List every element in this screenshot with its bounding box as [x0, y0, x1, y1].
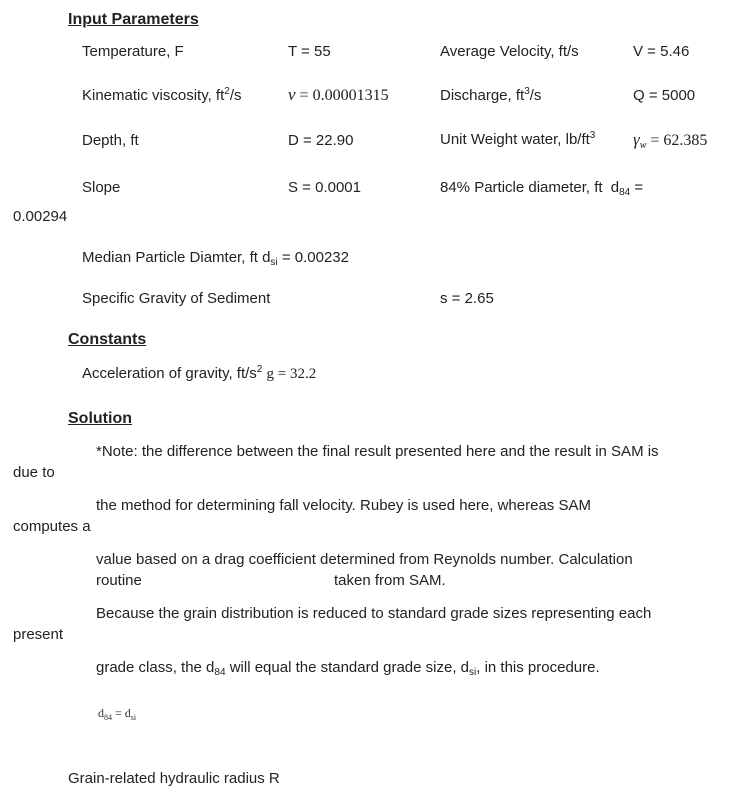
grain-text-2: will equal the standard grade size, d	[225, 659, 470, 676]
grain-text-1: grade class, the d	[96, 659, 215, 676]
note-line-2-wrap: computes a	[13, 518, 91, 535]
grain-paragraph-line-2	[96, 659, 600, 677]
unit-weight-label	[440, 131, 595, 149]
gravity-value: s = 2.65	[440, 290, 494, 307]
equation-lhs: d	[98, 706, 104, 720]
equation-mid: = d	[112, 706, 131, 720]
unit-weight-label-sup: 3	[589, 130, 596, 141]
discharge-label-unit: /s	[529, 87, 542, 104]
grain-sub-84: 84	[214, 667, 226, 678]
heading-solution: Solution	[68, 410, 132, 427]
equation-lhs-sub: 84	[104, 713, 112, 722]
unit-weight-value	[633, 131, 707, 150]
note-line-2: the method for determining fall velocity. Rubey is used here, whereas SAM	[96, 497, 591, 514]
discharge-label-text: Discharge, ft	[440, 87, 525, 104]
median-sub: si	[270, 257, 278, 268]
viscosity-label-text: Kinematic viscosity, ft	[82, 87, 225, 104]
accel-label-text: Acceleration of gravity, ft/s	[82, 365, 257, 382]
grain-sub-si: si	[469, 667, 477, 678]
slope-label: Slope	[82, 179, 121, 196]
d84-equation	[98, 704, 136, 722]
heading-input-parameters: Input Parameters	[68, 11, 199, 28]
discharge-label	[440, 87, 541, 105]
unit-weight-sub: w	[639, 140, 647, 151]
velocity-label: Average Velocity, ft/s	[440, 43, 579, 60]
d84-value: 0.00294	[13, 208, 68, 225]
equation-rhs-sub: si	[130, 713, 137, 722]
d84-equals: =	[630, 179, 644, 196]
temperature-label: Temperature, F	[82, 43, 184, 60]
d84-label	[440, 179, 643, 197]
note-line-1-wrap: due to	[13, 464, 55, 481]
hydraulic-radius-label: Grain-related hydraulic radius R	[68, 770, 280, 787]
d84-sub: 84	[619, 187, 631, 198]
median-label-text: Median Particle Diamter, ft	[82, 249, 258, 266]
note-line-1: *Note: the difference between the final result presented here and the result in SAM is	[96, 443, 659, 460]
temperature-value: T = 55	[288, 43, 331, 60]
slope-value: S = 0.0001	[288, 179, 361, 196]
unit-weight-label-text: Unit Weight water, lb/ft	[440, 131, 590, 148]
median-value: = 0.00232	[277, 249, 349, 266]
median-label	[82, 249, 349, 267]
note-line-3: value based on a drag coefficient determined from Reynolds number. Calculation	[96, 551, 633, 568]
discharge-label-sup: 3	[524, 86, 530, 97]
gravity-label: Specific Gravity of Sediment	[82, 290, 271, 307]
median-symbol: d	[262, 249, 271, 266]
accel-label-sup: 2	[256, 364, 263, 375]
depth-value: D = 22.90	[288, 132, 354, 149]
accel-value: g = 32.2	[266, 366, 317, 382]
unit-weight-number: = 62.385	[646, 132, 708, 149]
discharge-value: Q = 5000	[633, 87, 696, 104]
viscosity-label-sup: 2	[224, 86, 230, 97]
d84-symbol: d	[610, 179, 620, 196]
grain-paragraph-wrap: present	[13, 626, 64, 643]
viscosity-value	[288, 86, 389, 105]
accel-label	[82, 365, 316, 383]
unit-weight-symbol: γ	[633, 130, 640, 149]
note-line-3-source: taken from SAM.	[334, 572, 446, 589]
depth-label: Depth, ft	[82, 132, 139, 149]
grain-paragraph-line-1: Because the grain distribution is reduced to standard grade sizes representing each	[96, 605, 652, 622]
viscosity-label	[82, 87, 242, 105]
viscosity-symbol: ν	[288, 85, 296, 104]
velocity-value: V = 5.46	[633, 43, 690, 60]
heading-constants: Constants	[68, 331, 147, 348]
grain-text-3: , in this procedure.	[476, 659, 600, 676]
note-line-3-routine: routine	[96, 572, 142, 589]
viscosity-label-unit: /s	[229, 87, 242, 104]
viscosity-number: = 0.00001315	[295, 87, 389, 104]
d84-label-text: 84% Particle diameter, ft	[440, 179, 603, 196]
